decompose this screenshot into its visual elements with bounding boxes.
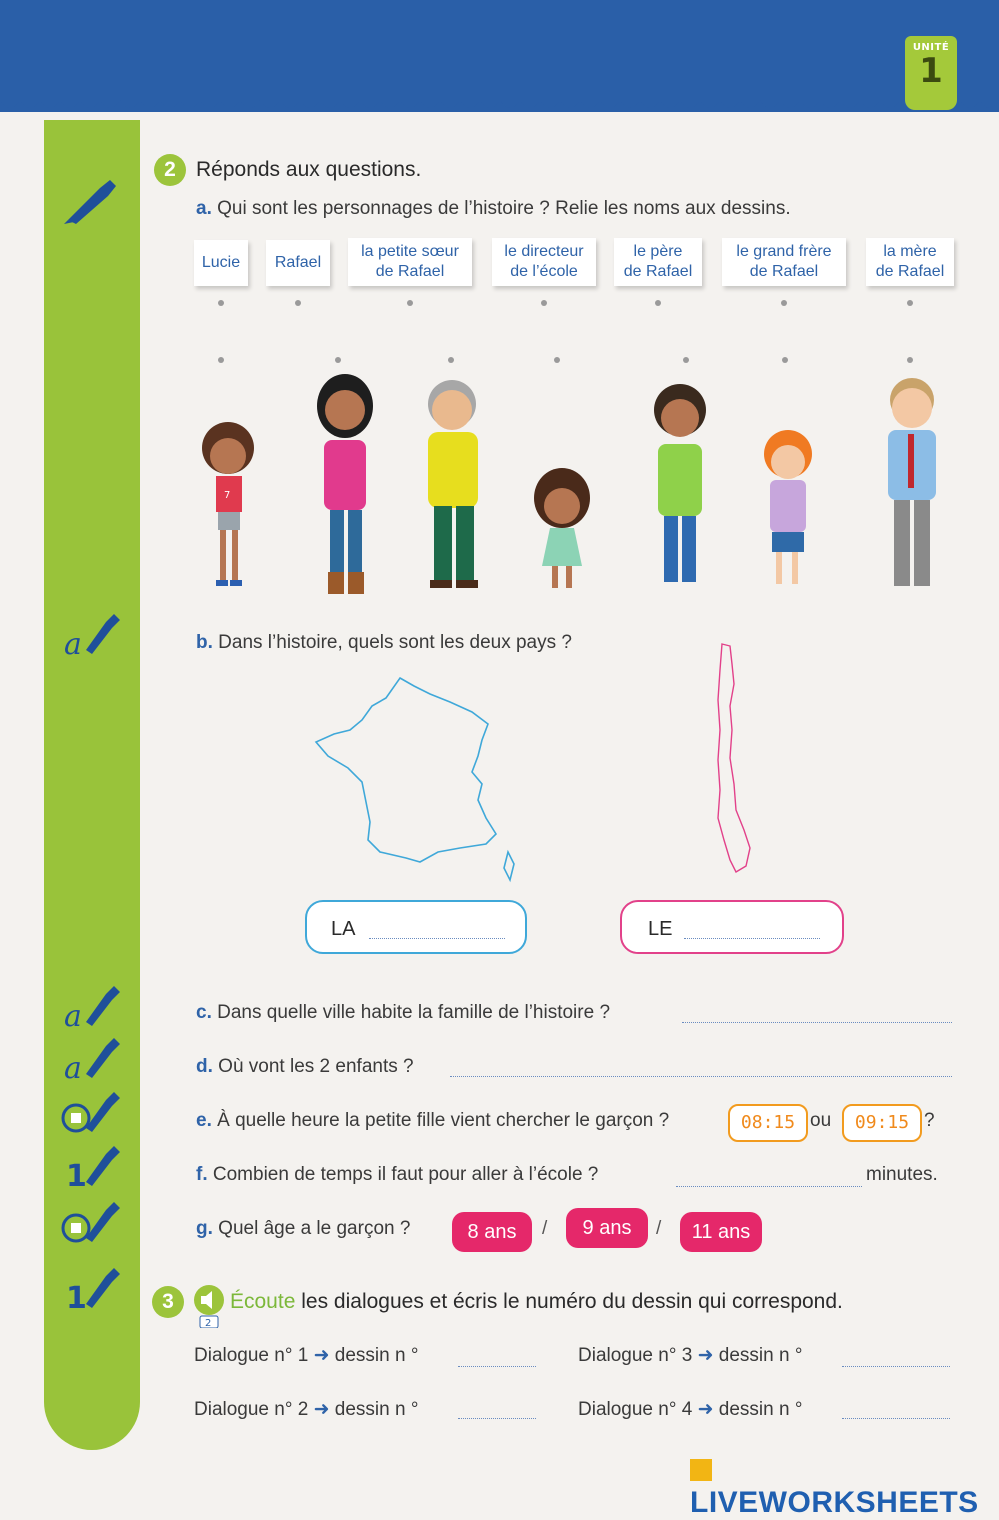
page-header [0, 0, 999, 112]
exercise-2-number: 2 [154, 154, 186, 186]
exercise-2-title: Réponds aux questions. [196, 158, 422, 181]
country-article-le: LE [648, 918, 673, 940]
drawing-label: dessin n ° [334, 1399, 419, 1420]
country-article-la: LA [331, 918, 356, 940]
question-f-text: Combien de temps il faut pour aller à l’école ? [212, 1164, 599, 1185]
dialogue-line-4 [578, 1398, 802, 1421]
time-option-2[interactable]: 09:15 [842, 1104, 922, 1142]
name-card-line1: la petite sœur [361, 243, 459, 260]
arrow-right-icon: ➜ [313, 1399, 330, 1420]
character-director [428, 380, 478, 588]
svg-text:a: a [64, 999, 82, 1030]
question-g-letter: g. [196, 1218, 213, 1239]
age-option-9[interactable]: 9 ans [566, 1208, 648, 1248]
question-g-text: Quel âge a le garçon ? [218, 1218, 411, 1239]
france-map [310, 672, 530, 892]
match-dot-drawing-5[interactable] [683, 357, 689, 363]
name-card-line2: de Rafael [375, 263, 445, 280]
name-card-line1: Rafael [274, 254, 322, 271]
dialogue-3-answer-line[interactable] [842, 1366, 950, 1367]
name-card-line1: le directeur [504, 243, 584, 260]
age-option-11[interactable]: 11 ans [680, 1212, 762, 1252]
dialogue-1-answer-line[interactable] [458, 1366, 536, 1367]
svg-text:1: 1 [66, 1281, 87, 1312]
arrow-right-icon: ➜ [697, 1345, 714, 1366]
dialogue-4-answer-line[interactable] [842, 1418, 950, 1419]
unit-label: UNITÉ [912, 42, 950, 53]
name-card-line2: de Rafael [749, 263, 819, 280]
dialogue-label: Dialogue n° 3 [578, 1345, 693, 1366]
match-dot-name-2[interactable] [295, 300, 301, 306]
match-dot-drawing-1[interactable] [218, 357, 224, 363]
name-card-line1: le père [633, 243, 683, 260]
character-big-brother [654, 384, 706, 582]
exercise-3-number: 3 [152, 1286, 184, 1318]
svg-text:7: 7 [224, 490, 231, 501]
character-boy [202, 422, 254, 586]
a-pen-icon [60, 610, 124, 658]
drawing-label: dessin n ° [718, 1399, 803, 1420]
question-d-answer-line[interactable] [450, 1076, 952, 1077]
dialogue-label: Dialogue n° 4 [578, 1399, 693, 1420]
a-pen-icon [60, 1034, 124, 1082]
question-c-text: Dans quelle ville habite la famille de l’histoire ? [217, 1002, 611, 1023]
exercise-3-instruction: les dialogues et écris le numéro du dessin qui correspond. [301, 1290, 843, 1313]
dialogue-line-1 [194, 1344, 418, 1367]
question-a-letter: a. [196, 198, 212, 219]
audio-track-number: 2 [205, 1318, 212, 1328]
drawing-label: dessin n ° [334, 1345, 419, 1366]
character-mother [317, 374, 373, 594]
a-pen-icon [60, 982, 124, 1030]
question-b-text: Dans l’histoire, quels sont les deux pays ? [218, 632, 572, 653]
dialogue-label: Dialogue n° 1 [194, 1345, 309, 1366]
question-d [196, 1056, 414, 1078]
question-f-letter: f. [196, 1164, 208, 1185]
question-d-letter: d. [196, 1056, 213, 1077]
question-f [196, 1164, 598, 1186]
unit-number: 1 [919, 51, 943, 91]
left-green-bar [44, 120, 140, 1450]
match-dot-name-3[interactable] [407, 300, 413, 306]
question-e-text: À quelle heure la petite fille vient chercher le garçon ? [217, 1110, 670, 1131]
country-answer-input-2[interactable] [684, 938, 820, 939]
characters-illustration [190, 370, 960, 602]
one-pen-icon [60, 1142, 124, 1190]
clock-pen-icon [60, 1088, 124, 1136]
match-dot-drawing-4[interactable] [554, 357, 560, 363]
exercise-3-listen: Écoute [230, 1290, 296, 1313]
arrow-right-icon: ➜ [697, 1399, 714, 1420]
match-dot-name-1[interactable] [218, 300, 224, 306]
question-a [196, 198, 791, 220]
svg-text:a: a [64, 627, 82, 658]
name-card-petite-soeur [348, 238, 472, 286]
dialogue-label: Dialogue n° 2 [194, 1399, 309, 1420]
name-card-mere [866, 238, 954, 286]
match-dot-name-7[interactable] [907, 300, 913, 306]
one-pen-icon [60, 1264, 124, 1312]
question-d-text: Où vont les 2 enfants ? [218, 1056, 414, 1077]
question-a-text: Qui sont les personnages de l’histoire ? Relie les noms aux dessins. [217, 198, 791, 219]
character-father [888, 378, 936, 586]
chile-map [700, 640, 760, 880]
dialogue-line-3 [578, 1344, 802, 1367]
question-c [196, 1002, 610, 1024]
dialogue-line-2 [194, 1398, 418, 1421]
character-lucie [764, 430, 812, 584]
character-little-sister [534, 468, 590, 588]
question-b-letter: b. [196, 632, 213, 653]
question-e [196, 1110, 669, 1132]
name-card-line2: de Rafael [875, 263, 945, 280]
pen-icon [60, 176, 124, 224]
audio-speaker-icon[interactable] [192, 1284, 226, 1328]
logo-text: LIVEWORKSHEETS [690, 1486, 979, 1519]
drawing-label: dessin n ° [718, 1345, 803, 1366]
name-card-line1: le grand frère [736, 243, 832, 260]
name-card-grand-frere [722, 238, 846, 286]
match-dot-name-6[interactable] [781, 300, 787, 306]
name-card-line1: Lucie [201, 254, 241, 271]
match-dot-name-5[interactable] [655, 300, 661, 306]
name-card-line1: la mère [883, 243, 937, 260]
name-card-line2: de l’école [510, 263, 578, 280]
arrow-right-icon: ➜ [313, 1345, 330, 1366]
question-f-answer-line[interactable] [676, 1186, 862, 1187]
unit-tab [905, 36, 957, 110]
question-g [196, 1218, 410, 1240]
match-dot-drawing-3[interactable] [448, 357, 454, 363]
time-option-1[interactable]: 08:15 [728, 1104, 808, 1142]
question-e-or: ou [810, 1110, 832, 1131]
match-dot-drawing-6[interactable] [782, 357, 788, 363]
match-dot-drawing-2[interactable] [335, 357, 341, 363]
question-f-unit: minutes. [866, 1164, 938, 1185]
question-e-letter: e. [196, 1110, 212, 1131]
clock-pen-icon [60, 1198, 124, 1246]
name-card-line2: de Rafael [623, 263, 693, 280]
svg-text:a: a [64, 1051, 82, 1082]
country-answer-box-1 [305, 900, 527, 954]
dialogue-2-answer-line[interactable] [458, 1418, 536, 1419]
svg-text:1: 1 [66, 1159, 87, 1190]
question-c-answer-line[interactable] [682, 1022, 952, 1023]
question-c-letter: c. [196, 1002, 212, 1023]
country-answer-input-1[interactable] [369, 938, 505, 939]
match-dot-name-4[interactable] [541, 300, 547, 306]
logo-square-icon [690, 1459, 712, 1481]
age-separator: / [542, 1218, 548, 1239]
age-option-8[interactable]: 8 ans [452, 1212, 532, 1252]
liveworksheets-logo [690, 1452, 999, 1520]
match-dot-drawing-7[interactable] [907, 357, 913, 363]
exercise-3-title [230, 1290, 843, 1314]
name-card-directeur [492, 238, 596, 286]
question-e-end: ? [924, 1110, 935, 1131]
country-answer-box-2 [620, 900, 844, 954]
name-card-pere [614, 238, 702, 286]
age-separator: / [656, 1218, 662, 1239]
question-b [196, 632, 572, 654]
name-card-rafael [266, 240, 330, 286]
header-wave [0, 96, 999, 112]
name-card-lucie [194, 240, 248, 286]
